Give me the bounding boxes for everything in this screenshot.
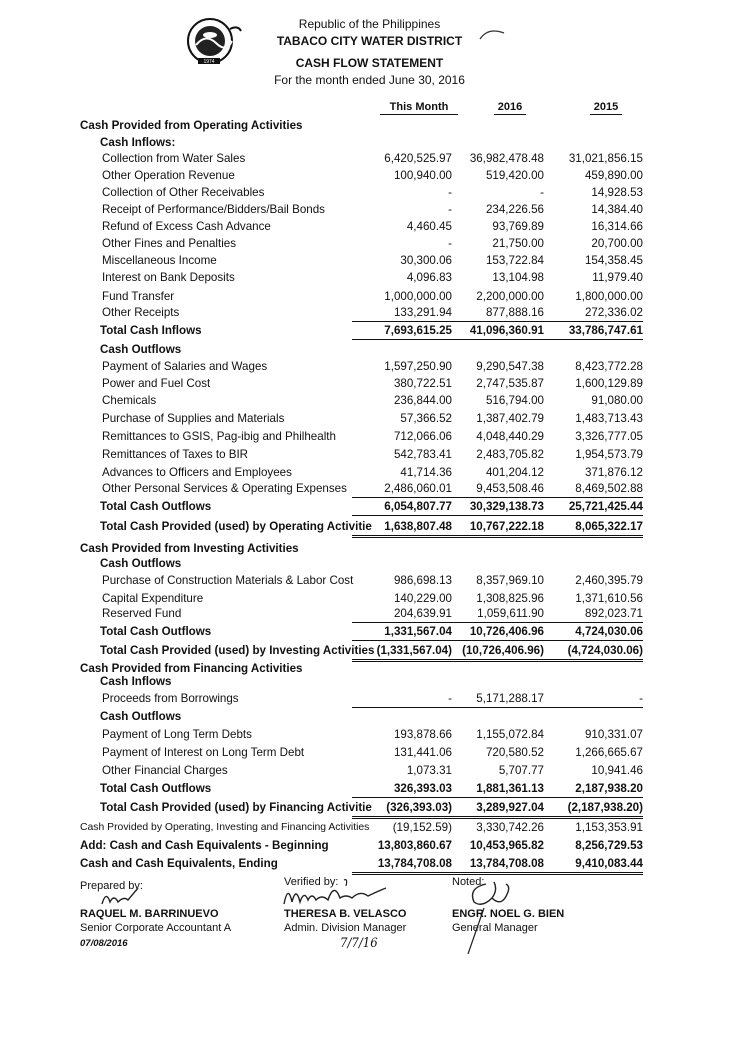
row-value-2015: 33,786,747.61	[543, 322, 643, 340]
statement-row	[0, 269, 739, 286]
row-value-2016: 2,747,535.87	[476, 377, 544, 390]
row-value-2016: 10,726,406.96	[444, 623, 544, 641]
row-value-2016: 1,059,611.90	[444, 605, 544, 623]
row-value-2015: 8,065,322.17	[543, 518, 643, 538]
row-value-2016: 5,171,288.17	[444, 690, 544, 708]
statement-row	[0, 744, 739, 761]
row-label: Total Cash Outflows	[100, 782, 212, 795]
row-value-this-month: -	[352, 690, 452, 708]
row-value-2016: 1,881,361.13	[444, 780, 544, 798]
row-value-2016: 1,308,825.96	[476, 592, 544, 605]
row-value-this-month: 57,366.52	[400, 412, 452, 425]
row-value-this-month: 100,940.00	[393, 169, 452, 182]
statement-row	[0, 708, 739, 725]
row-value-this-month: -	[448, 186, 452, 199]
row-value-2016: 153,722.84	[485, 254, 544, 267]
row-label: Refund of Excess Cash Advance	[102, 220, 271, 233]
statement-row	[0, 322, 739, 339]
preparer-signature	[98, 884, 144, 910]
row-value-2015: 16,314.66	[591, 220, 643, 233]
row-value-2015: 8,469,502.88	[543, 480, 643, 498]
row-label: Total Cash Provided (used) by Financing Activitie	[100, 801, 372, 814]
row-value-this-month: 4,096.83	[406, 271, 452, 284]
row-label: Collection from Water Sales	[102, 152, 246, 165]
republic-line: Republic of the Philippines	[298, 17, 441, 31]
row-value-2015: -	[543, 690, 643, 708]
column-2015: 2015	[590, 101, 622, 115]
row-value-2016: 234,226.56	[485, 203, 544, 216]
row-value-2016: 1,387,402.79	[476, 412, 544, 425]
row-value-2016: 10,767,222.18	[444, 518, 544, 538]
statement-row	[0, 446, 739, 463]
row-value-2016: 5,707.77	[498, 764, 544, 777]
statement-period: For the month ended June 30, 2016	[274, 73, 465, 87]
preparer-name: RAQUEL M. BARRINUEVO	[80, 908, 219, 920]
row-value-this-month: 4,460.45	[406, 220, 452, 233]
row-label: Collection of Other Receivables	[102, 186, 265, 199]
row-value-2016: 8,357,969.10	[476, 574, 544, 587]
statement-row	[0, 642, 739, 659]
row-value-2015: 1,266,665.67	[575, 746, 643, 759]
preparer-position: Senior Corporate Accountant A	[80, 922, 232, 934]
row-value-2015: 154,358.45	[584, 254, 643, 267]
row-label: Total Cash Provided (used) by Investing Activities	[100, 644, 375, 657]
row-value-2016: 3,289,927.04	[444, 799, 544, 819]
statement-row	[0, 819, 739, 836]
row-label: Cash Outflows	[100, 710, 182, 723]
row-value-this-month: 380,722.51	[393, 377, 452, 390]
verifier-signature	[282, 876, 402, 910]
statement-row	[0, 799, 739, 816]
row-label: Cash Outflows	[100, 557, 182, 570]
row-value-2016: 519,420.00	[485, 169, 544, 182]
column-2016: 2016	[494, 101, 526, 115]
row-label: Other Receipts	[102, 306, 180, 319]
statement-row	[0, 690, 739, 707]
row-value-2015: 1,371,610.56	[575, 592, 643, 605]
row-label: Payment of Interest on Long Term Debt	[102, 746, 305, 759]
row-value-2015: 1,600,129.89	[575, 377, 643, 390]
row-label: Purchase of Supplies and Materials	[102, 412, 285, 425]
row-value-2015: (2,187,938.20)	[543, 799, 643, 819]
row-value-2016: 36,982,478.48	[469, 152, 544, 165]
row-value-2016: 720,580.52	[485, 746, 544, 759]
row-label: Total Cash Outflows	[100, 500, 212, 513]
preparer-date: 07/08/2016	[80, 938, 128, 949]
row-value-this-month: 133,291.94	[352, 304, 452, 322]
row-label: Interest on Bank Deposits	[102, 271, 235, 284]
row-value-this-month: 326,393.03	[352, 780, 452, 798]
row-value-2016: 877,888.16	[444, 304, 544, 322]
statement-row	[0, 184, 739, 201]
row-label: Other Fines and Penalties	[102, 237, 237, 250]
row-label: Add: Cash and Cash Equivalents - Beginning	[80, 839, 329, 852]
row-label: Reserved Fund	[102, 607, 182, 620]
row-value-this-month: 2,486,060.01	[352, 480, 452, 498]
statement-row	[0, 358, 739, 375]
row-value-2016: 13,104.98	[492, 271, 544, 284]
statement-row	[0, 167, 739, 184]
row-value-2016: -	[540, 186, 544, 199]
row-label: Payment of Long Term Debts	[102, 728, 252, 741]
row-value-2015: 910,331.07	[584, 728, 643, 741]
row-value-2016: (10,726,406.96)	[444, 642, 544, 662]
row-value-this-month: 1,331,567.04	[352, 623, 452, 641]
row-value-2015: 459,890.00	[584, 169, 643, 182]
row-value-this-month: 1,638,807.48	[352, 518, 452, 538]
prepared-by-caption: Prepared by:	[80, 880, 143, 892]
row-value-this-month: 1,000,000.00	[384, 290, 452, 303]
statement-row	[0, 837, 739, 854]
row-value-this-month: -	[448, 237, 452, 250]
row-value-this-month: (1,331,567.04)	[352, 642, 452, 662]
verifier-date: 7/7/16	[340, 936, 378, 951]
statement-row	[0, 341, 739, 358]
statement-row	[0, 428, 739, 445]
statement-row	[0, 201, 739, 218]
row-value-2016: 93,769.89	[492, 220, 544, 233]
statement-row	[0, 117, 739, 134]
row-label: Chemicals	[102, 394, 157, 407]
row-label: Cash Provided from Operating Activities	[80, 119, 303, 132]
row-label: Other Financial Charges	[102, 764, 228, 777]
row-value-this-month: 140,229.00	[393, 592, 452, 605]
row-value-this-month: 712,066.06	[393, 430, 452, 443]
row-value-this-month: -	[448, 203, 452, 216]
row-value-2015: 2,187,938.20	[543, 780, 643, 798]
statement-row	[0, 288, 739, 305]
row-label: Cash and Cash Equivalents, Ending	[80, 857, 278, 870]
row-value-2015: 2,460,395.79	[575, 574, 643, 587]
statement-row	[0, 518, 739, 535]
row-label: Cash Outflows	[100, 343, 182, 356]
row-value-this-month: 30,300.06	[400, 254, 452, 267]
row-label: Power and Fuel Cost	[102, 377, 211, 390]
row-value-this-month: 131,441.06	[393, 746, 452, 759]
row-value-2015: 20,700.00	[591, 237, 643, 250]
statement-row	[0, 375, 739, 392]
row-value-2015: 25,721,425.44	[543, 498, 643, 516]
row-value-this-month: 13,784,708.08	[352, 855, 452, 875]
row-value-2016: 21,750.00	[492, 237, 544, 250]
statement-row	[0, 673, 739, 690]
statement-row	[0, 304, 739, 321]
row-value-2016: 2,200,000.00	[476, 290, 544, 303]
column-this-month: This Month	[380, 101, 458, 115]
statement-row	[0, 252, 739, 269]
row-value-2015: 11,979.40	[592, 271, 643, 284]
statement-row	[0, 235, 739, 252]
row-label: Total Cash Outflows	[100, 625, 212, 638]
row-label: Cash Provided by Operating, Investing and Financing Activities	[80, 822, 370, 833]
statement-row	[0, 218, 739, 235]
row-value-2015: 272,336.02	[543, 304, 643, 322]
statement-row	[0, 572, 739, 589]
row-label: Cash Provided from Financing Activities	[80, 662, 303, 675]
statement-row	[0, 762, 739, 779]
row-label: Advances to Officers and Employees	[102, 466, 292, 479]
row-value-2015: 10,941.46	[591, 764, 643, 777]
row-label: Payment of Salaries and Wages	[102, 360, 268, 373]
row-value-2015: 14,384.40	[591, 203, 643, 216]
statement-title: CASH FLOW STATEMENT	[295, 56, 444, 70]
row-value-2015: 91,080.00	[591, 394, 643, 407]
row-value-2016: 401,204.12	[485, 466, 544, 479]
row-label: Total Cash Inflows	[100, 324, 202, 337]
row-value-2016: 3,330,742.26	[476, 821, 544, 834]
statement-row	[0, 780, 739, 797]
row-label: Other Operation Revenue	[102, 169, 235, 182]
row-value-this-month: 7,693,615.25	[352, 322, 452, 340]
row-value-this-month: (19,152.59)	[392, 821, 452, 834]
row-label: Receipt of Performance/Bidders/Bail Bonds	[102, 203, 325, 216]
row-value-2016: 9,453,508.46	[444, 480, 544, 498]
verified-by-caption: Verified by:	[284, 876, 339, 888]
row-label: Capital Expenditure	[102, 592, 204, 605]
noter-name: ENGR. NOEL G. BIEN	[452, 908, 565, 920]
statement-row	[0, 623, 739, 640]
row-value-this-month: 41,714.36	[400, 466, 452, 479]
row-label: Purchase of Construction Materials & Labor Cost	[102, 574, 354, 587]
row-value-2016: 41,096,360.91	[444, 322, 544, 340]
row-label: Other Personal Services & Operating Expenses	[102, 482, 347, 495]
row-value-this-month: 193,878.66	[393, 728, 452, 741]
row-value-this-month: 6,054,807.77	[352, 498, 452, 516]
statement-row	[0, 498, 739, 515]
row-value-2015: 1,800,000.00	[575, 290, 643, 303]
row-value-2015: 1,153,353.91	[575, 821, 643, 834]
statement-row	[0, 134, 739, 151]
row-label: Cash Inflows:	[100, 136, 176, 149]
agency-name: TABACO CITY WATER DISTRICT	[276, 34, 463, 48]
row-value-2015: (4,724,030.06)	[543, 642, 643, 662]
row-value-2015: 1,954,573.79	[575, 448, 643, 461]
seal-year: 1974	[203, 59, 215, 65]
row-label: Proceeds from Borrowings	[102, 692, 239, 705]
statement-row	[0, 480, 739, 497]
row-value-2015: 9,410,083.44	[543, 855, 643, 875]
statement-row	[0, 605, 739, 622]
row-value-2016: 4,048,440.29	[476, 430, 544, 443]
row-value-2016: 10,453,965.82	[469, 839, 544, 852]
row-value-this-month: (326,393.03)	[352, 799, 452, 819]
row-value-2015: 8,256,729.53	[575, 839, 643, 852]
row-label: Fund Transfer	[102, 290, 175, 303]
row-value-this-month: 13,803,860.67	[377, 839, 452, 852]
statement-row	[0, 392, 739, 409]
row-value-2016: 1,155,072.84	[476, 728, 544, 741]
statement-row	[0, 150, 739, 167]
row-value-2015: 3,326,777.05	[575, 430, 643, 443]
row-value-2015: 14,928.53	[591, 186, 643, 199]
noter-position: General Manager	[452, 922, 538, 934]
row-label: Remittances to GSIS, Pag-ibig and Philhealth	[102, 430, 336, 443]
statement-row	[0, 555, 739, 572]
row-value-2015: 1,483,713.43	[575, 412, 643, 425]
row-value-2015: 31,021,856.15	[568, 152, 643, 165]
statement-row	[0, 726, 739, 743]
row-value-this-month: 542,783.41	[393, 448, 452, 461]
row-value-this-month: 6,420,525.97	[384, 152, 452, 165]
row-label: Total Cash Provided (used) by Operating Activitie	[100, 520, 372, 533]
row-value-2015: 371,876.12	[584, 466, 643, 479]
statement-row	[0, 464, 739, 481]
row-value-2015: 892,023.71	[543, 605, 643, 623]
row-label: Cash Inflows	[100, 675, 172, 688]
statement-row	[0, 410, 739, 427]
verifier-position: Admin. Division Manager	[284, 922, 407, 934]
row-value-2016: 516,794.00	[485, 394, 544, 407]
row-value-2016: 13,784,708.08	[444, 855, 544, 875]
noted-caption: Noted:	[452, 876, 485, 888]
row-value-2015: 4,724,030.06	[543, 623, 643, 641]
row-value-2015: 8,423,772.28	[575, 360, 643, 373]
row-value-this-month: 204,639.91	[352, 605, 452, 623]
statement-row	[0, 855, 739, 872]
row-label: Remittances of Taxes to BIR	[102, 448, 249, 461]
row-label: Cash Provided from Investing Activities	[80, 542, 299, 555]
row-label: Miscellaneous Income	[102, 254, 217, 267]
row-value-2016: 9,290,547.38	[476, 360, 544, 373]
row-value-this-month: 236,844.00	[393, 394, 452, 407]
row-value-2016: 2,483,705.82	[476, 448, 544, 461]
verifier-name: THERESA B. VELASCO	[284, 908, 407, 920]
row-value-this-month: 1,073.31	[406, 764, 452, 777]
row-value-this-month: 1,597,250.90	[384, 360, 452, 373]
row-value-this-month: 986,698.13	[393, 574, 452, 587]
row-value-2016: 30,329,138.73	[444, 498, 544, 516]
